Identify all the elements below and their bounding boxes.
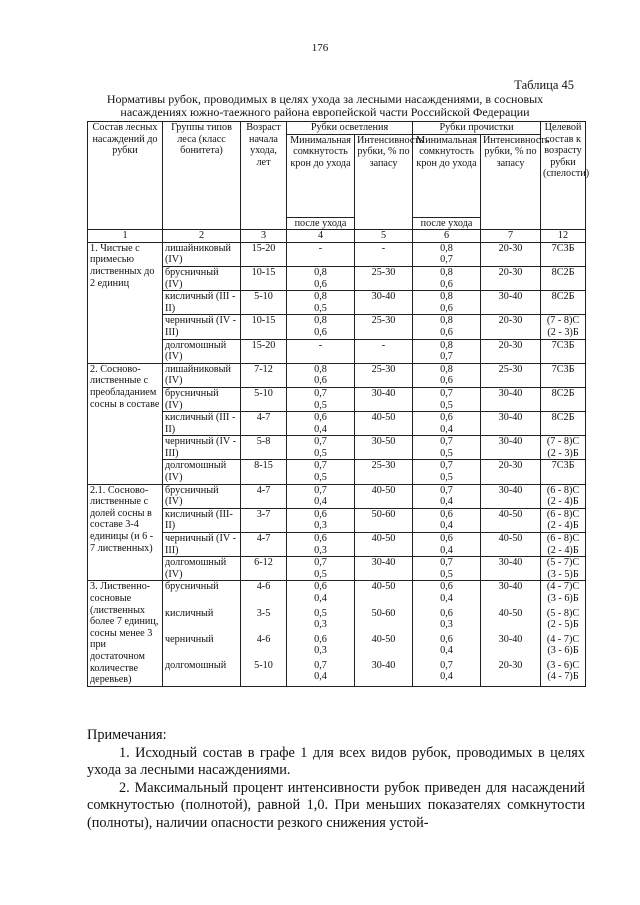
forest-type-cell: черничный (IV - III)	[163, 533, 241, 557]
table-row	[88, 484, 586, 508]
osv-density-cell-before: -	[318, 242, 323, 254]
pr-density-cell	[413, 242, 481, 266]
header-osv-int: Интенсивность рубки, % по запасу	[355, 134, 413, 230]
start-age-cell: 10-15	[241, 315, 287, 339]
osv-intensity-cell: 30-40	[355, 387, 413, 411]
pr-intensity-cell: 40-50	[481, 533, 541, 557]
osv-density-cell-after	[289, 351, 352, 363]
osv-density-cell-before: 0,7	[314, 659, 327, 671]
pr-intensity-cell: 40-50	[481, 508, 541, 532]
forest-type-cell: кисличный (III - II)	[163, 412, 241, 436]
pr-intensity-cell: 30-40	[481, 436, 541, 460]
pr-density-cell-after: 0,6	[440, 326, 453, 338]
target-composition-cell: (7 - 8)С (2 - 3)Б	[541, 315, 586, 339]
col-number: 1	[88, 230, 163, 243]
pr-density-cell-after: 0,4	[440, 544, 453, 556]
pr-density-cell	[413, 634, 481, 660]
pr-density-cell-before: 0,8	[440, 363, 453, 375]
pr-density-cell	[413, 533, 481, 557]
pr-intensity-cell: 20-30	[481, 242, 541, 266]
pr-intensity-cell: 40-50	[481, 608, 541, 634]
osv-intensity-cell: 40-50	[355, 412, 413, 436]
target-composition-cell: (4 - 7)С (3 - 6)Б	[541, 581, 586, 608]
col-number: 6	[413, 230, 481, 243]
pr-density-cell-before: 0,7	[440, 387, 453, 399]
pr-density-cell-before: 0,7	[440, 484, 453, 496]
target-composition-cell: 8С2Б	[541, 387, 586, 411]
header-pr-after: после ухода	[413, 217, 481, 230]
header-forest-type: Группы типов леса (класс бонитета)	[163, 122, 241, 230]
pr-density-cell-before: 0,7	[440, 436, 453, 448]
pr-density-cell-after: 0,4	[440, 496, 453, 508]
pr-intensity-cell: 30-40	[481, 634, 541, 660]
pr-density-cell	[413, 412, 481, 436]
forest-type-cell: черничный (IV - III)	[163, 436, 241, 460]
target-composition-cell: 8С2Б	[541, 266, 586, 290]
osv-density-cell-before: 0,7	[314, 436, 327, 448]
composition-cell: 3. Лиственно-сосновые (лиственных более 7 единиц, сосны менее 3 при достаточном количестве деревьев)	[88, 581, 163, 686]
osv-density-cell-before: 0,8	[314, 266, 327, 278]
table-row	[88, 266, 586, 290]
table-row	[88, 436, 586, 460]
osv-density-cell-after: 0,3	[314, 645, 327, 657]
osv-density-cell-before: 0,7	[314, 387, 327, 399]
table-row	[88, 387, 586, 411]
composition-cell: 1. Чистые с примесью лиственных до 2 единиц	[88, 242, 163, 363]
table-header	[88, 122, 590, 243]
target-composition-cell: 7С3Б	[541, 339, 586, 363]
pr-intensity-cell: 30-40	[481, 581, 541, 608]
pr-intensity-cell: 20-30	[481, 660, 541, 687]
col-number: 5	[355, 230, 413, 243]
start-age-cell: 4-6	[241, 634, 287, 660]
notes-heading: Примечания:	[87, 727, 167, 743]
header-osv-after: после ухода	[287, 217, 355, 230]
start-age-cell: 5-10	[241, 291, 287, 315]
pr-density-cell	[413, 387, 481, 411]
composition-cell: 2. Сосново-лиственные с преобладанием сосны в составе	[88, 363, 163, 484]
osv-intensity-cell: 30-40	[355, 291, 413, 315]
pr-density-cell	[413, 436, 481, 460]
osv-density-cell-after: 0,6	[314, 326, 327, 338]
target-composition-cell: (5 - 8)С (2 - 5)Б	[541, 608, 586, 634]
table-row	[88, 557, 586, 581]
pr-density-cell-after: 0,5	[440, 399, 453, 411]
osv-density-cell-after: 0,4	[314, 496, 327, 508]
pr-density-cell-before: 0,8	[440, 339, 453, 351]
pr-density-cell	[413, 484, 481, 508]
start-age-cell: 5-10	[241, 660, 287, 687]
osv-density-cell-after: 0,5	[314, 399, 327, 411]
osv-intensity-cell: 40-50	[355, 634, 413, 660]
table-body	[88, 242, 586, 686]
pr-density-cell-after: 0,4	[440, 593, 453, 604]
osv-density-cell	[287, 412, 355, 436]
header-target: Целевой состав к возрасту рубки (спелости)	[541, 122, 586, 230]
col-number: 7	[481, 230, 541, 243]
target-composition-cell: (6 - 8)С (2 - 4)Б	[541, 533, 586, 557]
table-row	[88, 508, 586, 532]
pr-density-cell	[413, 581, 481, 608]
osv-density-cell	[287, 660, 355, 687]
start-age-cell: 8-15	[241, 460, 287, 484]
forest-type-cell: брусничный (IV)	[163, 484, 241, 508]
header-osv-min: Минимальная сомкнутость крон до ухода	[287, 134, 355, 217]
header-composition: Состав лесных насаждений до рубки	[88, 122, 163, 230]
osv-density-cell-before: 0,6	[314, 412, 327, 424]
pr-density-cell-after: 0,5	[440, 447, 453, 459]
osv-density-cell-after: 0,5	[314, 472, 327, 484]
osv-density-cell-after	[289, 254, 352, 266]
osv-density-cell-after: 0,5	[314, 447, 327, 459]
composition-cell: 2.1. Сосново-лиственные с долей сосны в составе 3-4 единицы (и 6 - 7 лиственных)	[88, 484, 163, 581]
pr-density-cell-after: 0,7	[440, 351, 453, 363]
pr-density-cell-after: 0,5	[440, 472, 453, 484]
osv-density-cell	[287, 363, 355, 387]
header-osvetlenie: Рубки осветления	[287, 122, 413, 135]
pr-intensity-cell: 25-30	[481, 363, 541, 387]
target-composition-cell: (7 - 8)С (2 - 3)Б	[541, 436, 586, 460]
table-row	[88, 412, 586, 436]
start-age-cell: 5-8	[241, 436, 287, 460]
start-age-cell: 10-15	[241, 266, 287, 290]
table-row	[88, 660, 586, 687]
pr-density-cell-after: 0,7	[440, 254, 453, 266]
pr-density-cell-before: 0,8	[440, 315, 453, 327]
pr-density-cell-before: 0,6	[440, 533, 453, 545]
pr-density-cell-after: 0,4	[440, 645, 453, 657]
osv-density-cell-before: -	[318, 339, 323, 351]
pr-intensity-cell: 20-30	[481, 315, 541, 339]
col-number: 2	[163, 230, 241, 243]
osv-density-cell-before: 0,6	[314, 633, 327, 645]
pr-density-cell-after: 0,6	[440, 278, 453, 290]
target-composition-cell: (3 - 6)С (4 - 7)Б	[541, 660, 586, 687]
pr-intensity-cell: 20-30	[481, 339, 541, 363]
osv-density-cell	[287, 242, 355, 266]
col-number: 3	[241, 230, 287, 243]
osv-density-cell-before: 0,8	[314, 363, 327, 375]
start-age-cell: 4-7	[241, 412, 287, 436]
osv-density-cell	[287, 339, 355, 363]
osv-density-cell-after: 0,3	[314, 619, 327, 631]
pr-density-cell-before: 0,6	[440, 633, 453, 645]
osv-density-cell-after: 0,5	[314, 568, 327, 580]
pr-density-cell	[413, 557, 481, 581]
osv-intensity-cell: -	[355, 339, 413, 363]
start-age-cell: 15-20	[241, 339, 287, 363]
pr-intensity-cell: 20-30	[481, 460, 541, 484]
table-row	[88, 533, 586, 557]
start-age-cell: 3-5	[241, 608, 287, 634]
pr-intensity-cell: 30-40	[481, 387, 541, 411]
pr-density-cell-before: 0,7	[440, 460, 453, 472]
pr-intensity-cell: 30-40	[481, 412, 541, 436]
forest-type-cell: брусничный	[163, 581, 241, 608]
osv-density-cell	[287, 634, 355, 660]
osv-density-cell	[287, 436, 355, 460]
pr-density-cell-before: 0,6	[440, 412, 453, 424]
osv-density-cell-before: 0,5	[314, 607, 327, 619]
osv-density-cell-before: 0,6	[314, 508, 327, 520]
osv-density-cell-before: 0,7	[314, 484, 327, 496]
osv-density-cell-after: 0,4	[314, 671, 327, 683]
pr-density-cell-after: 0,4	[440, 423, 453, 435]
target-composition-cell: 8С2Б	[541, 291, 586, 315]
pr-density-cell-after: 0,4	[440, 520, 453, 532]
table-row	[88, 363, 586, 387]
pr-density-cell	[413, 291, 481, 315]
forest-type-cell: кисличный	[163, 608, 241, 634]
forest-type-cell: кисличный (III - II)	[163, 291, 241, 315]
notes	[87, 727, 585, 833]
start-age-cell: 4-7	[241, 533, 287, 557]
norms-table	[87, 121, 590, 687]
header-start-age: Возраст начала ухода, лет	[241, 122, 287, 230]
forest-type-cell: брусничный (IV)	[163, 387, 241, 411]
pr-density-cell-after: 0,5	[440, 568, 453, 580]
osv-intensity-cell: 40-50	[355, 533, 413, 557]
osv-density-cell	[287, 315, 355, 339]
start-age-cell: 15-20	[241, 242, 287, 266]
osv-density-cell	[287, 387, 355, 411]
osv-intensity-cell: 25-30	[355, 460, 413, 484]
osv-density-cell-after: 0,6	[314, 278, 327, 290]
osv-intensity-cell: 25-30	[355, 363, 413, 387]
forest-type-cell: брусничный (IV)	[163, 266, 241, 290]
pr-density-cell	[413, 660, 481, 687]
osv-density-cell	[287, 266, 355, 290]
forest-type-cell: лишайниковый (IV)	[163, 363, 241, 387]
note-1: 1. Исходный состав в графе 1 для всех видов рубок, проводимых в целях ухода за лесными насаждениями.	[87, 744, 585, 779]
osv-density-cell	[287, 508, 355, 532]
osv-intensity-cell: 40-50	[355, 484, 413, 508]
pr-density-cell	[413, 508, 481, 532]
pr-density-cell-before: 0,6	[440, 581, 453, 593]
pr-density-cell	[413, 363, 481, 387]
table-row	[88, 291, 586, 315]
forest-type-cell: черничный (IV - III)	[163, 315, 241, 339]
header-prochistka: Рубки прочистки	[413, 122, 541, 135]
osv-intensity-cell: 25-30	[355, 315, 413, 339]
header-pr-min: Минимальная сомкнутость крон до ухода	[413, 134, 481, 217]
osv-density-cell-after: 0,4	[314, 423, 327, 435]
osv-intensity-cell: 50-60	[355, 608, 413, 634]
pr-density-cell-before: 0,6	[440, 607, 453, 619]
forest-type-cell: долгомошный (IV)	[163, 460, 241, 484]
osv-density-cell-before: 0,6	[314, 533, 327, 545]
osv-intensity-cell: 30-50	[355, 436, 413, 460]
table-row	[88, 608, 586, 634]
pr-density-cell-before: 0,7	[440, 659, 453, 671]
forest-type-cell: долгомошный	[163, 660, 241, 687]
pr-density-cell	[413, 339, 481, 363]
osv-intensity-cell: 50-60	[355, 508, 413, 532]
osv-density-cell	[287, 460, 355, 484]
pr-density-cell-after: 0,3	[440, 619, 453, 631]
osv-density-cell-after: 0,3	[314, 544, 327, 556]
osv-density-cell-before: 0,6	[314, 581, 327, 593]
table-row	[88, 242, 586, 266]
osv-density-cell-before: 0,8	[314, 291, 327, 303]
osv-intensity-cell: -	[355, 242, 413, 266]
osv-density-cell	[287, 484, 355, 508]
col-number: 4	[287, 230, 355, 243]
forest-type-cell: лишайниковый (IV)	[163, 242, 241, 266]
table-row	[88, 634, 586, 660]
target-composition-cell: 7С3Б	[541, 242, 586, 266]
pr-density-cell-before: 0,7	[440, 557, 453, 569]
forest-type-cell: черничный	[163, 634, 241, 660]
page-number: 176	[311, 42, 329, 54]
pr-density-cell-before: 0,8	[440, 291, 453, 303]
target-composition-cell: (6 - 8)С (2 - 4)Б	[541, 484, 586, 508]
target-composition-cell: 7С3Б	[541, 460, 586, 484]
table-label: Таблица 45	[514, 78, 574, 92]
pr-intensity-cell: 30-40	[481, 484, 541, 508]
start-age-cell: 6-12	[241, 557, 287, 581]
pr-density-cell	[413, 266, 481, 290]
pr-density-cell-before: 0,6	[440, 508, 453, 520]
start-age-cell: 5-10	[241, 387, 287, 411]
start-age-cell: 3-7	[241, 508, 287, 532]
osv-intensity-cell: 40-50	[355, 581, 413, 608]
osv-density-cell-after: 0,3	[314, 520, 327, 532]
pr-density-cell	[413, 460, 481, 484]
osv-density-cell-after: 0,6	[314, 375, 327, 387]
pr-density-cell	[413, 315, 481, 339]
osv-density-cell	[287, 557, 355, 581]
target-composition-cell: 8С2Б	[541, 412, 586, 436]
osv-intensity-cell: 25-30	[355, 266, 413, 290]
note-2: 2. Максимальный процент интенсивности рубок приведен для насаждений сомкнутостью (полнотой), равной 1,0. При меньших показателях сомкнутости (полноты), наличии опасности резкого снижения устой-	[87, 779, 585, 831]
pr-density-cell-after: 0,4	[440, 671, 453, 683]
col-number: 12	[541, 230, 586, 243]
table-caption: Нормативы рубок, проводимых в целях ухода за лесными насаждениями, в сосновых насаждениях южно-таежного района европейской части Российской Федерации	[106, 92, 544, 119]
table-row	[88, 460, 586, 484]
table-row	[88, 315, 586, 339]
start-age-cell: 7-12	[241, 363, 287, 387]
start-age-cell: 4-7	[241, 484, 287, 508]
table-row	[88, 339, 586, 363]
header-pr-int: Интенсивность рубки, % по запасу	[481, 134, 541, 230]
osv-density-cell-before: 0,7	[314, 557, 327, 569]
forest-type-cell: кисличный (III-II)	[163, 508, 241, 532]
osv-density-cell	[287, 533, 355, 557]
forest-type-cell: долгомошный (IV)	[163, 339, 241, 363]
target-composition-cell: 7С3Б	[541, 363, 586, 387]
pr-density-cell-before: 0,8	[440, 266, 453, 278]
osv-density-cell	[287, 581, 355, 608]
pr-intensity-cell: 30-40	[481, 557, 541, 581]
osv-density-cell-before: 0,8	[314, 315, 327, 327]
pr-intensity-cell: 20-30	[481, 266, 541, 290]
osv-density-cell	[287, 291, 355, 315]
osv-density-cell-after: 0,5	[314, 302, 327, 314]
pr-density-cell	[413, 608, 481, 634]
osv-intensity-cell: 30-40	[355, 660, 413, 687]
target-composition-cell: (5 - 7)С (3 - 5)Б	[541, 557, 586, 581]
table-row	[88, 581, 586, 608]
pr-density-cell-after: 0,6	[440, 302, 453, 314]
osv-intensity-cell: 30-40	[355, 557, 413, 581]
target-composition-cell: (6 - 8)С (2 - 4)Б	[541, 508, 586, 532]
pr-intensity-cell: 30-40	[481, 291, 541, 315]
pr-density-cell-after: 0,6	[440, 375, 453, 387]
osv-density-cell-after: 0,4	[314, 593, 327, 604]
osv-density-cell	[287, 608, 355, 634]
target-composition-cell: (4 - 7)С (3 - 6)Б	[541, 634, 586, 660]
pr-density-cell-before: 0,8	[440, 242, 453, 254]
forest-type-cell: долгомошный (IV)	[163, 557, 241, 581]
start-age-cell: 4-6	[241, 581, 287, 608]
osv-density-cell-before: 0,7	[314, 460, 327, 472]
